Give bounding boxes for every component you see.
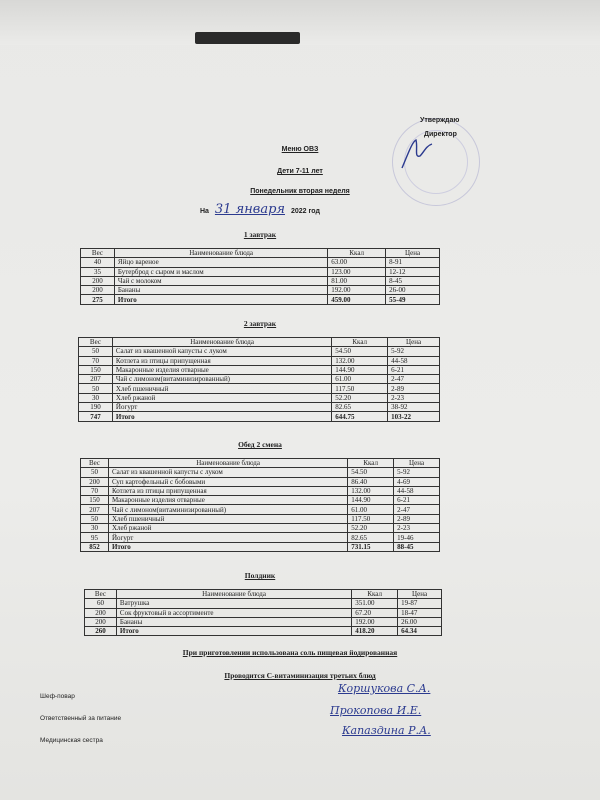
cell-dish: Хлеб ржаной <box>112 393 331 402</box>
cell-weight: 150 <box>81 496 109 505</box>
table-row <box>81 496 440 505</box>
cell-kcal: 52.20 <box>348 524 394 533</box>
table-row <box>81 258 440 267</box>
table-header <box>81 459 440 468</box>
cell-kcal: 731.15 <box>348 542 394 551</box>
cell-kcal: 117.50 <box>332 384 388 393</box>
col-weight: Вес <box>85 590 117 599</box>
binder-clip <box>195 32 300 44</box>
cell-weight: 190 <box>79 403 113 412</box>
responsible-signature: Прокопова И.Е. <box>330 704 422 717</box>
col-weight: Вес <box>79 338 113 347</box>
col-price: Цена <box>394 459 440 468</box>
cell-weight: 200 <box>81 276 115 285</box>
table-row <box>81 477 440 486</box>
cell-weight: 95 <box>81 533 109 542</box>
date-prefix: На <box>200 208 209 215</box>
cell-dish: Хлеб пшеничный <box>108 514 347 523</box>
col-price: Цена <box>386 249 440 258</box>
cell-weight: 30 <box>79 393 113 402</box>
nurse-signature: Капаздина Р.А. <box>342 724 431 737</box>
menu-title: Меню ОВЗ <box>281 146 319 153</box>
cell-weight: 150 <box>79 365 113 374</box>
col-price: Цена <box>388 338 440 347</box>
cell-price: 19-87 <box>398 599 442 608</box>
chef-label: Шеф-повар <box>40 693 75 700</box>
table-row <box>85 617 442 626</box>
table-row <box>81 468 440 477</box>
cell-price: 44-58 <box>388 356 440 365</box>
salt-note: При приготовлении использована соль пищевая йодированная <box>182 648 398 657</box>
cell-kcal: 63.00 <box>328 258 386 267</box>
cell-dish: Яйцо вареное <box>114 258 327 267</box>
col-kcal: Ккал <box>352 590 398 599</box>
cell-dish: Салат из квашенной капусты с луком <box>112 347 331 356</box>
cell-price: 88-45 <box>394 542 440 551</box>
col-name: Наименование блюда <box>116 590 351 599</box>
approve-label: Утверждаю <box>420 117 460 124</box>
cell-weight: 50 <box>79 384 113 393</box>
cell-weight: 200 <box>81 286 115 295</box>
cell-dish: Ватрушка <box>116 599 351 608</box>
cell-price: 26-00 <box>386 286 440 295</box>
cell-weight: 260 <box>85 627 117 636</box>
breakfast1-table <box>80 248 440 305</box>
table-row <box>81 505 440 514</box>
table-header <box>79 338 440 347</box>
cell-price: 2-47 <box>394 505 440 514</box>
cell-weight: 50 <box>79 347 113 356</box>
cell-weight: 207 <box>79 375 113 384</box>
cell-dish: Итого <box>108 542 347 551</box>
cell-weight: 200 <box>81 477 109 486</box>
cell-price: 2-89 <box>394 514 440 523</box>
cell-kcal: 61.00 <box>348 505 394 514</box>
cell-price: 5-92 <box>394 468 440 477</box>
cell-weight: 275 <box>81 295 115 304</box>
cell-weight: 207 <box>81 505 109 514</box>
cell-kcal: 54.50 <box>332 347 388 356</box>
cell-kcal: 86.40 <box>348 477 394 486</box>
date-handwritten: 31 января <box>214 202 285 217</box>
cell-dish: Хлеб ржаной <box>108 524 347 533</box>
cell-dish: Котлета из птицы припущенная <box>112 356 331 365</box>
cell-weight: 35 <box>81 267 115 276</box>
col-name: Наименование блюда <box>114 249 327 258</box>
cell-weight: 30 <box>81 524 109 533</box>
cell-dish: Суп картофельный с бобовыми <box>108 477 347 486</box>
cell-price: 2-23 <box>388 393 440 402</box>
page-top-shadow <box>0 0 600 45</box>
cell-price: 64.34 <box>398 627 442 636</box>
breakfast2-table <box>78 337 440 422</box>
col-price: Цена <box>398 590 442 599</box>
table-row <box>79 403 440 412</box>
cell-kcal: 132.00 <box>348 486 394 495</box>
cell-dish: Чай с молоком <box>114 276 327 285</box>
cell-dish: Итого <box>114 295 327 304</box>
table-row <box>79 365 440 374</box>
cell-dish: Сок фруктовый в ассортименте <box>116 608 351 617</box>
cell-kcal: 54.50 <box>348 468 394 477</box>
cell-kcal: 351.00 <box>352 599 398 608</box>
cell-dish: Йогурт <box>108 533 347 542</box>
lunch-title: Обед 2 смена <box>238 440 282 449</box>
col-name: Наименование блюда <box>108 459 347 468</box>
snack-table <box>84 589 442 636</box>
cell-dish: Итого <box>112 412 331 421</box>
table-row <box>85 599 442 608</box>
cell-weight: 70 <box>81 486 109 495</box>
cell-price: 38-92 <box>388 403 440 412</box>
cell-price: 55-49 <box>386 295 440 304</box>
cell-price: 5-92 <box>388 347 440 356</box>
cell-price: 6-21 <box>388 365 440 374</box>
cell-dish: Котлета из птицы припущенная <box>108 486 347 495</box>
cell-dish: Бананы <box>114 286 327 295</box>
lunch-table <box>80 458 440 552</box>
cell-dish: Макаронные изделия отварные <box>112 365 331 374</box>
cell-kcal: 644.75 <box>332 412 388 421</box>
cell-price: 2-23 <box>394 524 440 533</box>
table-row <box>85 608 442 617</box>
cell-dish: Бутерброд с сыром и маслом <box>114 267 327 276</box>
cell-price: 12-12 <box>386 267 440 276</box>
cell-price: 19-46 <box>394 533 440 542</box>
cell-dish: Итого <box>116 627 351 636</box>
date-year: 2022 год <box>290 208 320 215</box>
cell-dish: Чай с лимоном(витаминизированный) <box>112 375 331 384</box>
col-name: Наименование блюда <box>112 338 331 347</box>
table-row <box>81 276 440 285</box>
table-row <box>79 393 440 402</box>
cell-weight: 40 <box>81 258 115 267</box>
cell-dish: Йогурт <box>112 403 331 412</box>
cell-price: 4-69 <box>394 477 440 486</box>
cell-kcal: 81.00 <box>328 276 386 285</box>
breakfast2-title: 2 завтрак <box>243 319 277 328</box>
cell-dish: Чай с лимоном(витаминизированный) <box>108 505 347 514</box>
snack-title: Полдник <box>244 571 276 580</box>
age-group: Дети 7-11 лет <box>277 168 323 175</box>
cell-kcal: 144.90 <box>332 365 388 374</box>
cell-weight: 70 <box>79 356 113 365</box>
vitamin-note: Проводится С-витаминизация третьих блюд <box>224 671 376 680</box>
cell-weight: 60 <box>85 599 117 608</box>
cell-dish: Бананы <box>116 617 351 626</box>
cell-kcal: 123.00 <box>328 267 386 276</box>
cell-weight: 852 <box>81 542 109 551</box>
cell-kcal: 117.50 <box>348 514 394 523</box>
breakfast1-title: 1 завтрак <box>243 230 277 239</box>
total-row <box>81 542 440 551</box>
table-header <box>81 249 440 258</box>
table-row <box>81 533 440 542</box>
table-header <box>85 590 442 599</box>
cell-weight: 200 <box>85 617 117 626</box>
col-kcal: Ккал <box>328 249 386 258</box>
cell-kcal: 67.20 <box>352 608 398 617</box>
cell-weight: 50 <box>81 468 109 477</box>
cell-kcal: 418.20 <box>352 627 398 636</box>
cell-price: 6-21 <box>394 496 440 505</box>
cell-weight: 200 <box>85 608 117 617</box>
table-row <box>81 267 440 276</box>
cell-weight: 50 <box>81 514 109 523</box>
nurse-label: Медицинская сестра <box>40 737 103 744</box>
date-line <box>200 202 320 217</box>
col-kcal: Ккал <box>348 459 394 468</box>
table-row <box>79 384 440 393</box>
total-row <box>85 627 442 636</box>
cell-price: 2-47 <box>388 375 440 384</box>
table-row <box>81 286 440 295</box>
cell-kcal: 61.00 <box>332 375 388 384</box>
cell-dish: Салат из квашенной капусты с луком <box>108 468 347 477</box>
cell-price: 8-45 <box>386 276 440 285</box>
cell-kcal: 82.65 <box>348 533 394 542</box>
cell-price: 2-89 <box>388 384 440 393</box>
table-row <box>81 514 440 523</box>
table-row <box>81 486 440 495</box>
cell-kcal: 82.65 <box>332 403 388 412</box>
col-weight: Вес <box>81 249 115 258</box>
cell-kcal: 144.90 <box>348 496 394 505</box>
cell-price: 26.00 <box>398 617 442 626</box>
table-row <box>79 356 440 365</box>
col-kcal: Ккал <box>332 338 388 347</box>
col-weight: Вес <box>81 459 109 468</box>
table-row <box>81 524 440 533</box>
director-label: Директор <box>424 131 457 138</box>
cell-kcal: 52.20 <box>332 393 388 402</box>
table-row <box>79 347 440 356</box>
cell-dish: Макаронные изделия отварные <box>108 496 347 505</box>
cell-weight: 747 <box>79 412 113 421</box>
cell-price: 44-58 <box>394 486 440 495</box>
cell-price: 18-47 <box>398 608 442 617</box>
day-week: Понедельник вторая неделя <box>250 188 350 195</box>
total-row <box>79 412 440 421</box>
cell-kcal: 192.00 <box>352 617 398 626</box>
table-row <box>79 375 440 384</box>
cell-kcal: 459.00 <box>328 295 386 304</box>
cell-price: 8-91 <box>386 258 440 267</box>
cell-kcal: 132.00 <box>332 356 388 365</box>
cell-price: 103-22 <box>388 412 440 421</box>
responsible-label: Ответственный за питание <box>40 715 122 722</box>
total-row <box>81 295 440 304</box>
cell-dish: Хлеб пшеничный <box>112 384 331 393</box>
cell-kcal: 192.00 <box>328 286 386 295</box>
chef-signature: Коршукова С.А. <box>338 682 431 695</box>
